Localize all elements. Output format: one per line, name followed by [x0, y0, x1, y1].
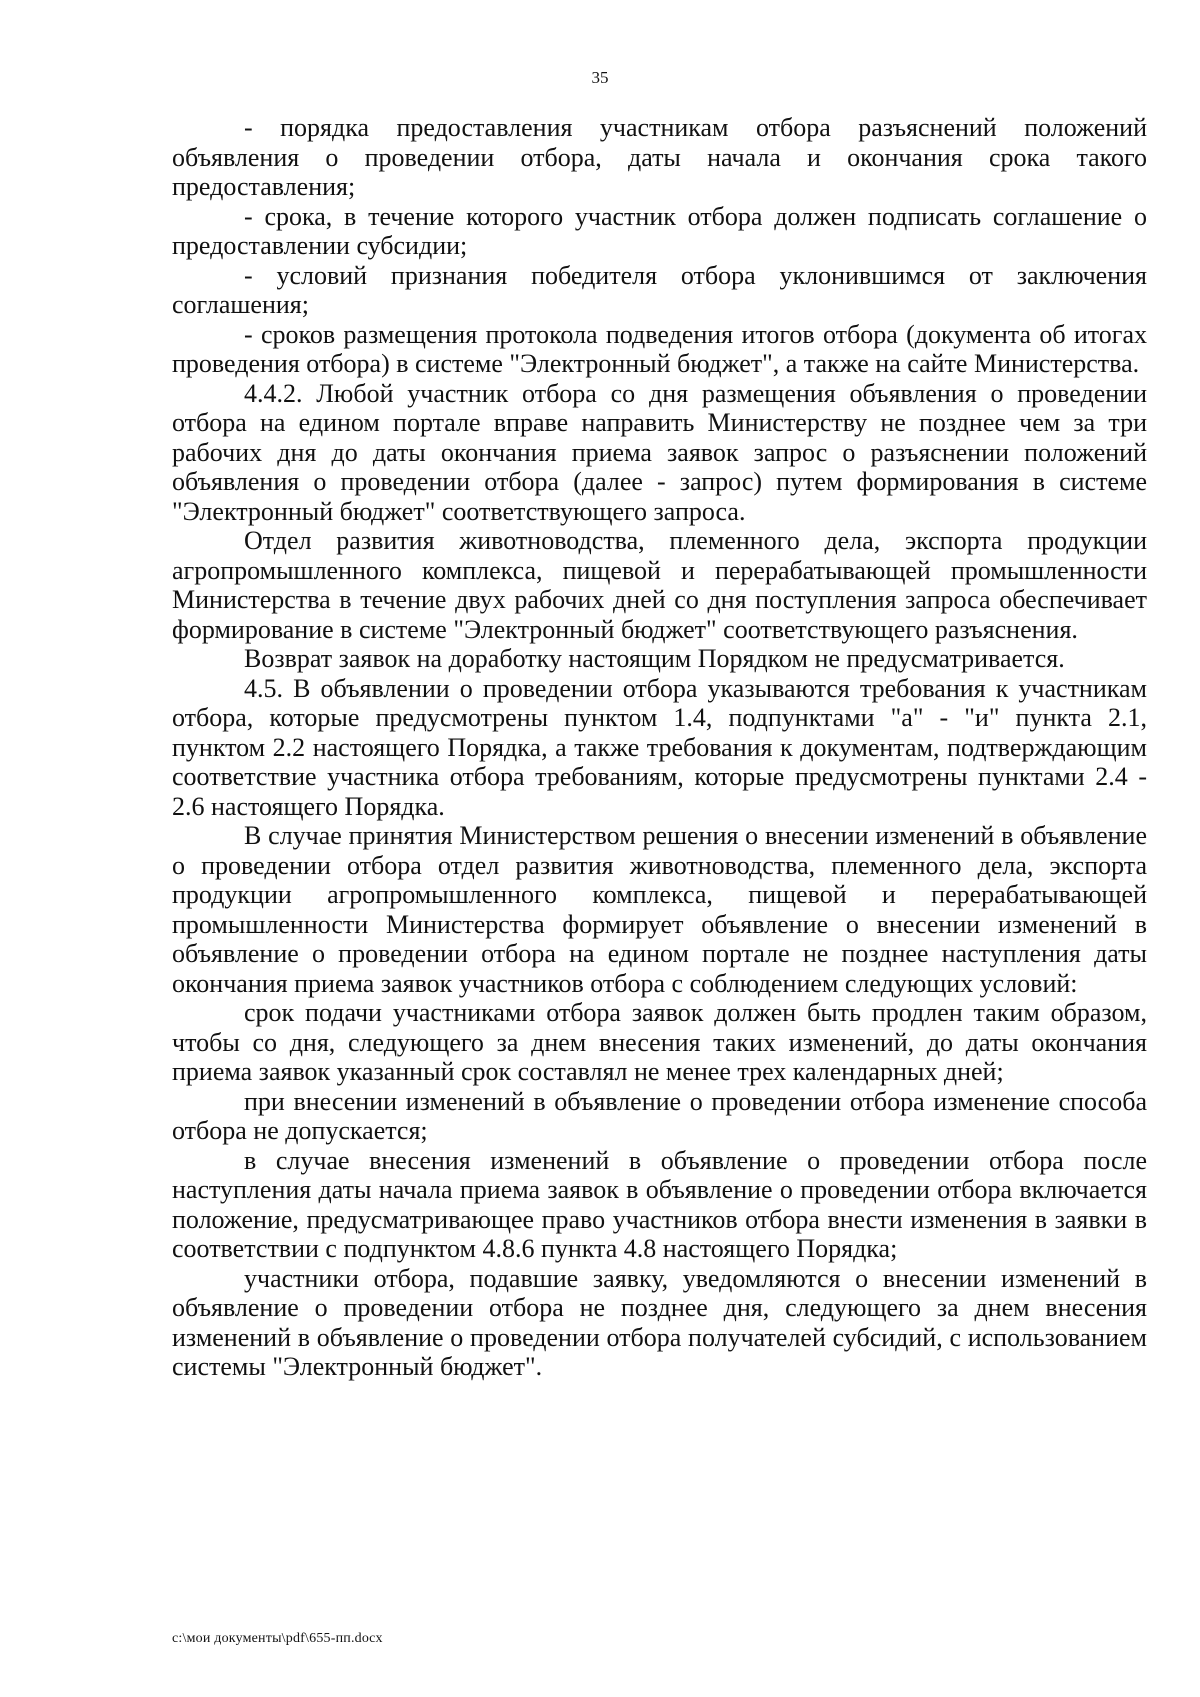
paragraph-amendments: В случае принятия Министерством решения о внесении изменений в объявление о проведении отбора отдел развития животноводства, племенного дела, экспорта продукции агропромышленного комплекса, пищевой и перерабатывающей промышленности Министерства формирует объявление о внесении изменений в объявление о проведении отбора на едином портале не позднее наступления даты окончания приема заявок участников отбора с соблюдением следующих условий: — [172, 821, 1147, 998]
document-body — [172, 113, 1147, 1382]
paragraph-participant-notification: участники отбора, подавшие заявку, уведомляются о внесении изменений в объявление о проведении отбора не позднее дня, следующего за днем внесения изменений в объявление о проведении отбора получателей субсидий, с использованием системы "Электронный бюджет". — [172, 1263, 1147, 1381]
page-number: 35 — [591, 68, 609, 87]
paragraph-4-5: 4.5. В объявлении о проведении отбора указываются требования к участникам отбора, которые предусмотрены пунктом 1.4, подпунктами "а" - "и" пункта 2.1, пунктом 2.2 настоящего Порядка, а также требования к документам, подтверждающим соответствие участника отбора требованиям, которые предусмотрены пунктами 2.4 - 2.6 настоящего Порядка. — [172, 673, 1147, 821]
paragraph-edit-applications: в случае внесения изменений в объявление о проведении отбора после наступления даты начала приема заявок в объявление о проведении отбора включается положение, предусматривающее право участников отбора внести изменения в заявки в соответствии с подпунктом 4.8.6 пункта 4.8 настоящего Порядка; — [172, 1145, 1147, 1263]
footer-file-path: c:\мои документы\pdf\655-пп.docx — [172, 1631, 383, 1646]
paragraph-clarification-order: - порядка предоставления участникам отбора разъяснений положений объявления о проведении отбора, даты начала и окончания срока такого предоставления; — [172, 113, 1147, 201]
paragraph-signing-deadline: - срока, в течение которого участник отбора должен подписать соглашение о предоставлении субсидии; — [172, 201, 1147, 260]
paragraph-extension-condition: срок подачи участниками отбора заявок должен быть продлен таким образом, чтобы со дня, следующего за днем внесения таких изменений, до даты окончания приема заявок указанный срок составлял не менее трех календарных дней; — [172, 998, 1147, 1086]
paragraph-department-clarification: Отдел развития животноводства, племенного дела, экспорта продукции агропромышленного комплекса, пищевой и перерабатывающей промышленности Министерства в течение двух рабочих дней со дня поступления запроса обеспечивает формирование в системе "Электронный бюджет" соответствующего разъяснения. — [172, 526, 1147, 644]
paragraph-4-4-2: 4.4.2. Любой участник отбора со дня размещения объявления о проведении отбора на едином портале вправе направить Министерству не позднее чем за три рабочих дня до даты окончания приема заявок запрос о разъяснении положений объявления о проведении отбора (далее - запрос) путем формирования в системе "Электронный бюджет" соответствующего запроса. — [172, 378, 1147, 526]
paragraph-winner-evasion: - условий признания победителя отбора уклонившимся от заключения соглашения; — [172, 260, 1147, 319]
paragraph-method-unchanged: при внесении изменений в объявление о проведении отбора изменение способа отбора не допускается; — [172, 1086, 1147, 1145]
paragraph-protocol-publication: - сроков размещения протокола подведения итогов отбора (документа об итогах проведения отбора) в системе "Электронный бюджет", а также на сайте Министерства. — [172, 319, 1147, 378]
paragraph-no-return: Возврат заявок на доработку настоящим Порядком не предусматривается. — [244, 644, 1065, 673]
